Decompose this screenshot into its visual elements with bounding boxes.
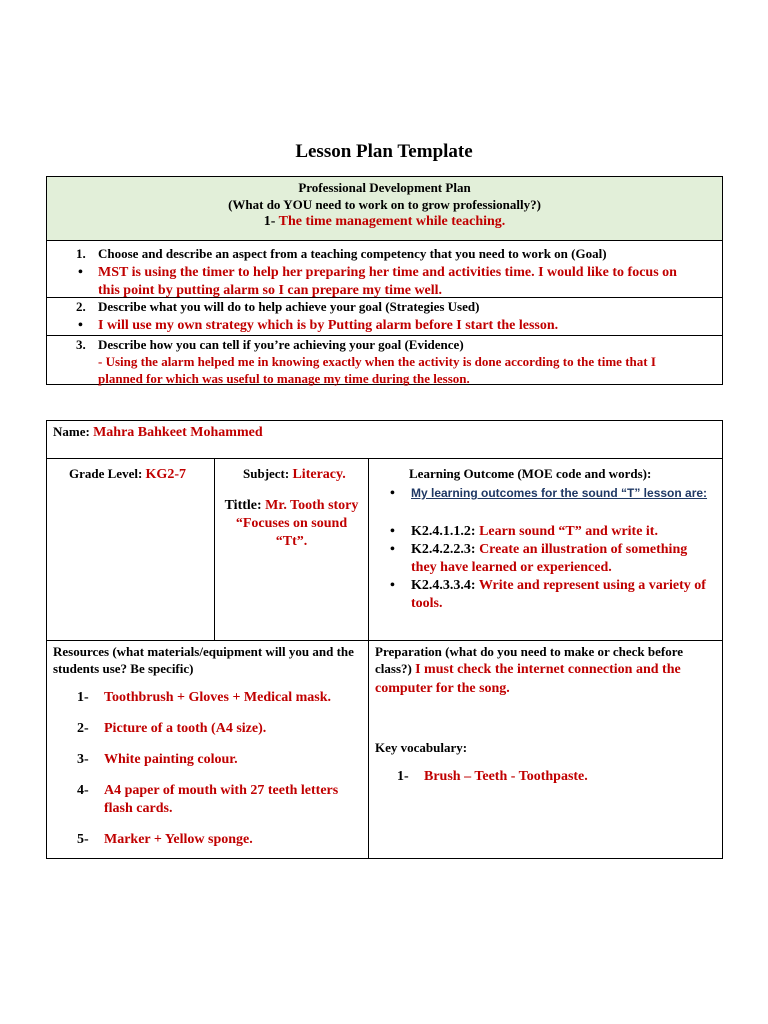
resource-text: Toothbrush + Gloves + Medical mask. [104,690,332,705]
outcome-code: K2.4.3.3.4: [411,578,479,593]
prep-text: I must check the internet connection and the computer for the song. [375,662,681,696]
vocab-text: Brush – Teeth - Toothpaste. [424,769,588,784]
outcome-item [387,577,714,613]
page-title: Lesson Plan Template [295,141,473,162]
resource-number: 4- [77,783,89,798]
name-label: Name: [53,424,94,439]
resource-item [77,782,358,818]
resource-text: Picture of a tooth (A4 size). [104,721,267,736]
resource-item [77,751,358,769]
outcome-item [387,541,714,577]
pd-row-answer: I will use my own strategy which is by Putting alarm before I start the lesson. [98,318,559,333]
pd-row-label: Choose and describe an aspect from a teaching competency that you need to work on (Goal) [98,246,607,261]
grade-value: KG2-7 [145,467,186,482]
subject-label: Subject: [243,466,293,481]
outcome-text: Learn sound “T” and write it. [479,524,658,539]
resource-number: 3- [77,752,89,767]
pd-goal-text: The time management while teaching. [278,214,506,229]
grade-level: Grade Level: KG2-7 [47,459,215,640]
resources-cell [47,641,369,859]
bullet-icon: • [390,524,395,539]
resource-item [77,831,358,849]
lo-intro-link[interactable]: My learning outcomes for the sound “T” lesson are: [411,486,708,500]
pd-question: (What do YOU need to work on to grow professionally?) [228,197,541,212]
learning-outcome-cell [369,459,723,641]
lesson-plan-table [46,420,723,859]
vocab-label: Key vocabulary: [375,740,468,755]
bullet-icon: • [78,265,83,280]
title-label: Tittle: [224,498,266,513]
outcome-code: K2.4.1.1.2: [411,524,480,539]
resource-item [77,689,358,707]
pd-row-answer: - Using the alarm helped me in knowing exactly when the activity is done according to the time that I planned for which was useful to manage my time during the lesson. [98,354,656,386]
pd-row-number: 3. [76,337,86,352]
pd-header-cell [47,177,723,241]
outcome-text: Write and represent using a variety of tools. [411,578,706,611]
bullet-icon: • [78,318,83,333]
pd-row-number: 1. [76,246,86,261]
pd-row-strategies [47,298,723,336]
student-name: Mahra Bahkeet Mohammed [93,425,263,440]
lo-label: Learning Outcome (MOE code and words): [409,466,652,481]
title-value: Mr. Tooth story “Focuses on sound “Tt”. [235,498,359,549]
bullet-icon: • [390,578,395,593]
resource-item [77,720,358,738]
subject-block [215,459,368,640]
resource-text: Marker + Yellow sponge. [104,832,253,847]
outcome-item [387,523,714,541]
resource-number: 1- [77,690,89,705]
grade-subject-cell [47,459,369,641]
preparation-cell [369,641,723,859]
resource-text: White painting colour. [104,752,238,767]
resource-number: 5- [77,832,89,847]
pd-row-evidence [47,336,723,385]
name-cell [47,421,723,459]
resource-number: 2- [77,721,89,736]
pd-row-answer: MST is using the timer to help her preparing her time and activities time. I would like to focus on this point by putting alarm so I can prepare my time well. [98,265,677,298]
pd-plan-table [46,176,723,385]
bullet-icon: • [390,486,395,501]
pd-row-label: Describe what you will do to help achieve your goal (Strategies Used) [98,299,480,314]
bullet-icon: • [390,542,395,557]
outcome-code: K2.4.2.2.3: [411,542,480,557]
pd-row-goal [47,241,723,298]
prep-label: Preparation (what do you need to make or check before class?) [375,644,684,676]
pd-row-number: 2. [76,299,86,314]
resources-label: Resources (what materials/equipment will you and the students use? Be specific) [53,644,354,676]
pd-row-label: Describe how you can tell if you’re achieving your goal (Evidence) [98,337,464,352]
vocab-item [397,768,708,786]
pd-heading: Professional Development Plan [298,180,471,195]
resource-text: A4 paper of mouth with 27 teeth letters flash cards. [104,783,339,816]
subject-value: Literacy. [292,467,346,482]
pd-goal [47,213,722,230]
lo-intro-item [387,485,714,503]
vocab-number: 1- [397,769,409,784]
pd-goal-prefix: 1- [263,214,279,229]
outcome-text: Create an illustration of something they have learned or experienced. [411,542,688,575]
